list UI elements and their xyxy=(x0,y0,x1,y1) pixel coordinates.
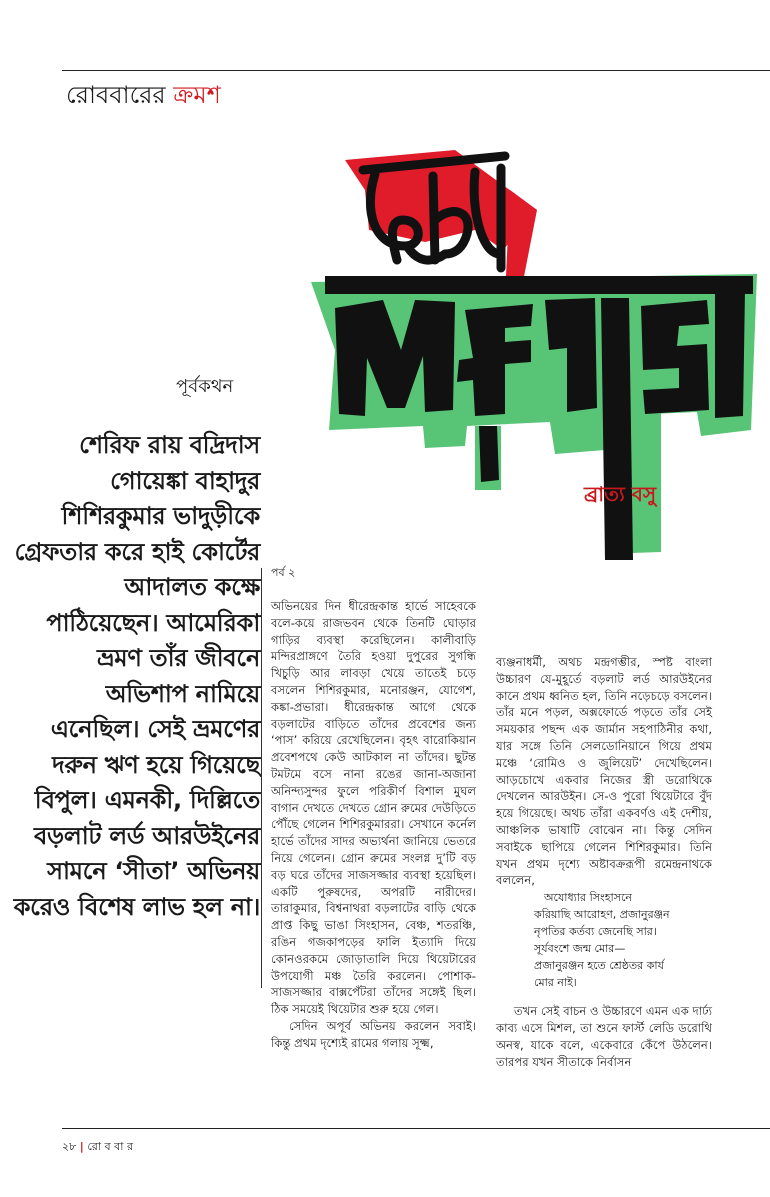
column-2-paragraph-2: তখন সেই বাচন ও উচ্চারণে এমন এক দার্ঢ্য কাব্য এসে মিশল, তা শুনে ফার্স্ট লেডি ডরোথি অনস্ব, যাকে বলে, একেবারে কেঁপে উঠলেন। তারপর যখন সীতাকে নির্বাসন xyxy=(496,1004,712,1069)
verse-line: মোর নাই। xyxy=(534,976,577,990)
header-title: রোববারের xyxy=(66,81,174,109)
header-rule xyxy=(62,70,770,71)
column-divider xyxy=(261,568,262,988)
recap-label: পূর্বকথন xyxy=(176,376,234,397)
column-1-paragraph-2: সেদিন অপূর্ব অভিনয় করলেন সবাই। কিন্তু প্রথম দৃশ্যেই রামের গলায় সূক্ষ্ম, xyxy=(271,1018,476,1050)
episode-label: পর্ব ২ xyxy=(271,566,296,579)
header-title-accent: ক্রমশ xyxy=(173,81,221,109)
recap-text: শেরিফ রায় বদ্রিদাস গোয়েঙ্কা বাহাদুর শিশিরকুমার ভাদুড়ীকে গ্রেফতার করে হাই কোর্টের আদালত কক্ষে পাঠিয়েছেন। আমেরিকা ভ্রমণ তাঁর জীবনে অভিশাপ নামিয়ে এনেছিল। সেই ভ্রমণের দরুন ঋণ হয়ে গিয়েছে বিপুল। এমনকী, দিল্লিতে বড়লাট লর্ড আরউইনের সামনে ‘সীতা’ অভিনয় করেও বিশেষ লাভ হল না। xyxy=(13,431,260,921)
verse-line: সূর্যবংশে জন্ম মোর— xyxy=(534,942,626,956)
column-2-paragraph-1: ব্যঞ্জনাধর্মী, অথচ মন্দ্রগম্ভীর, স্পষ্ট বাংলা উচ্চারণ যে-মুহূর্তে বড়লাট লর্ড আরউইনের কানে প্রথম ধ্বনিত হল, তিনি নড়েচড়ে বসলেন। তাঁর মনে পড়ল, অক্সফোর্ডে পড়তে তাঁর সেই সময়কার পছন্দ এক জার্মান সহপাঠিনীর কথা, যার সঙ্গে তিনি সেলডোনিয়ানে গিয়ে প্রথম মঞ্চে ‘রোমিও ও জুলিয়েট’ দেখেছিলেন। আড়চোখে একবার নিজের স্ত্রী ডরোথিকে দেখলেন আরউইন। সে-ও পুরো থিয়েটারে বুঁদ হয়ে গিয়েছে। অথচ তাঁরা একবর্ণও এই দেশীয়, আঞ্চলিক ভাষাটি বোঝেন না। কিন্তু সেদিন সবাইকে ছাপিয়ে গেলেন শিশিরকুমার। তিনি যখন প্রথম দৃশ্যে অষ্টাবক্ররূপী রমেন্দ্রনাথকে বললেন, xyxy=(496,655,712,888)
verse-line: অযোধ্যার সিংহাসনে xyxy=(544,891,632,905)
footer-rule xyxy=(62,1128,770,1129)
verse-line: করিয়াছি আরোহণ, প্রজানুরঞ্জন xyxy=(534,908,670,922)
column-1-paragraph-1: অভিনয়ের দিন ধীরেন্দ্রকান্ত হার্ভে সাহেবকে বলে-কয়ে রাজভবন থেকে তিনটি ঘোড়ার গাড়ির ব্যবস্থা করেছিলেন। কালীবাড়ি মন্দিরপ্রাঙ্গণে তৈরি হওয়া দুপুরের সুগন্ধি খিচুড়ি আর লাবড়া খেয়ে তাতেই চড়ে বসলেন শিশিরকুমার, মনোরঞ্জন, যোগেশ, কঙ্কা-প্রভারা। ধীরেন্দ্রকান্ত আগে থেকে বড়লাটের বাড়িতে তাঁদের প্রবেশের জন্য ‘পাস’ করিয়ে রেখেছিলেন। বৃহৎ বারোকিয়ান প্রবেশপথে কেউ আটকাল না তাঁদের। ছুটন্ত টমটমে বসে নানা রঙের জানা-অজানা অনিন্দ্যসুন্দর ফুলে পরিকীর্ণ বিশাল মুঘল বাগান দেখতে দেখতে গ্রোন রুমের দেউড়িতে পৌঁছে গেলেন শিশিরকুমাররা। সেখানে কর্নেল হার্ভে তাঁদের সাদর অভ্যর্থনা জানিয়ে ভেতরে নিয়ে গেলেন। গ্রোন রুমের সংলগ্ন দু’টি বড় বড় ঘরে তাঁদের সাজসজ্জার ব্যবস্থা হয়েছিল। একটি পুরুষদের, অপরটি নারীদের। তারাকুমার, বিশ্বনাথরা বড়লাটের বাড়ি থেকে প্রাপ্ত কিছু ভাঙা সিংহাসন, বেঞ্চ, শতরঞ্চি, রঙিন গজকাপড়ের ফালি ইত্যাদি দিয়ে কোনওরকমে জোড়াতালি দিয়ে থিয়েটারের উপযোগী মঞ্চ তৈরি করলেন। পোশাক-সাজসজ্জার বাক্সপেঁটরা তাঁদের সঙ্গেই ছিল। ঠিক সময়েই থিয়েটার শুরু হয়ে গেল। xyxy=(271,599,476,1017)
verse-line: নৃপতির কর্তব্য জেনেছি সার। xyxy=(534,925,657,939)
verse-line: প্রজানুরঞ্জন হতে শ্রেষ্ঠতর কার্য xyxy=(534,959,664,973)
verse-quote xyxy=(496,889,712,991)
page-footer xyxy=(62,1138,133,1157)
title-artwork xyxy=(305,150,765,570)
article-column-2 xyxy=(496,654,712,1070)
section-header xyxy=(66,80,221,110)
article-column-1 xyxy=(271,598,476,1052)
author-name: ব্রাত্য বসু xyxy=(584,482,657,506)
page-number: ২৮ xyxy=(62,1140,77,1153)
footer-separator: | xyxy=(79,1140,84,1153)
magazine-name: রো ব বা র xyxy=(87,1140,134,1153)
